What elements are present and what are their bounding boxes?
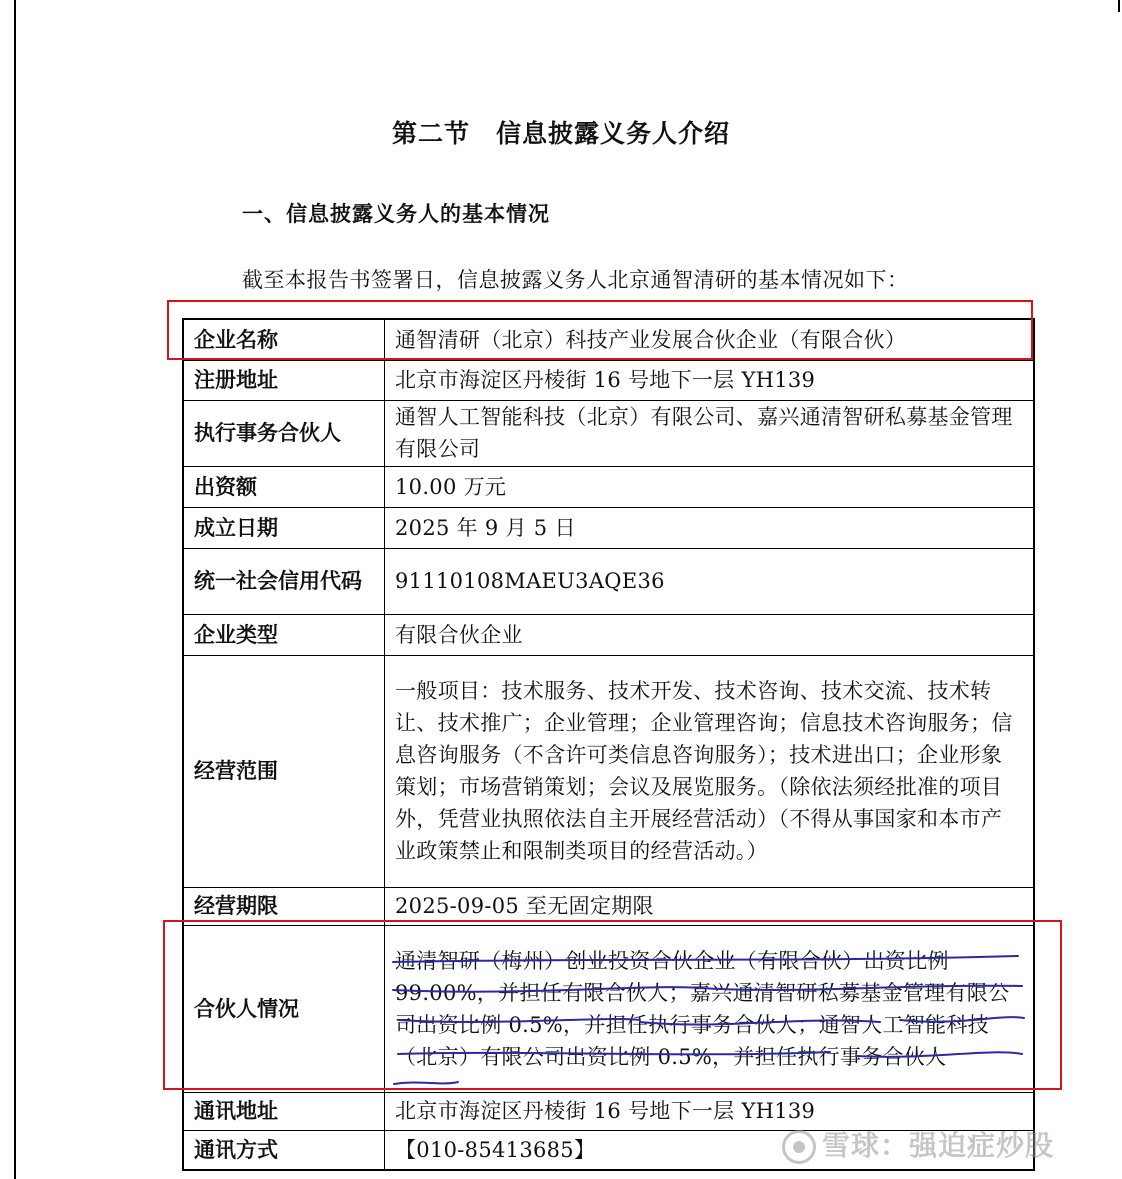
row-label: 统一社会信用代码 [183, 548, 385, 614]
row-label: 通讯地址 [183, 1092, 385, 1130]
row-label: 经营范围 [183, 655, 385, 887]
row-value: 北京市海淀区丹棱街 16 号地下一层 YH139 [385, 360, 1035, 400]
highlight-box-partners [163, 920, 1062, 1090]
sub-title: 一、信息披露义务人的基本情况 [242, 202, 550, 226]
table-row [183, 360, 1034, 400]
table-row [183, 466, 1034, 507]
row-value: 通智人工智能科技（北京）有限公司、嘉兴通清智研私募基金管理有限公司 [385, 400, 1035, 466]
table-row [183, 655, 1034, 887]
row-label: 企业名称 [183, 319, 385, 360]
row-label: 企业类型 [183, 614, 385, 655]
watermark [782, 1124, 1054, 1164]
intro-paragraph: 截至本报告书签署日，信息披露义务人北京通智清研的基本情况如下： [242, 268, 909, 292]
row-label: 执行事务合伙人 [183, 400, 385, 466]
section-title: 第二节 信息披露义务人介绍 [391, 119, 730, 148]
table-row [183, 614, 1034, 655]
row-label: 出资额 [183, 466, 385, 507]
row-value: 2025 年 9 月 5 日 [385, 507, 1035, 548]
table-row [183, 400, 1034, 466]
row-value: 通清智研（梅州）创业投资合伙企业（有限合伙）出资比例 99.00%，并担任有限合伙人；嘉兴通清智研私募基金管理有限公司出资比例 0.5%，并担任执行事务合伙人；通智人工智能科技（北京）有限公司出资比例 0.5%，并担任执行事务合伙人 [385, 925, 1035, 1092]
highlight-box-company-name [167, 300, 1033, 360]
row-label: 合伙人情况 [183, 925, 385, 1092]
row-value: 91110108MAEU3AQE36 [385, 548, 1035, 614]
page-left-border [14, 0, 16, 1179]
row-value: 一般项目：技术服务、技术开发、技术咨询、技术交流、技术转让、技术推广；企业管理；企业管理咨询；信息技术咨询服务；信息咨询服务（不含许可类信息咨询服务）；技术进出口；企业形象策划；市场营销策划；会议及展览服务。（除依法须经批准的项目外，凭营业执照依法自主开展经营活动）（不得从事国家和本市产业政策禁止和限制类项目的经营活动。） [385, 655, 1035, 887]
row-value: 【010-85413685】 [385, 1130, 1035, 1170]
page-right-border [1118, 0, 1120, 12]
row-value: 北京市海淀区丹棱街 16 号地下一层 YH139 [385, 1092, 1035, 1130]
row-value: 2025-09-05 至无固定期限 [385, 887, 1035, 925]
row-value: 有限合伙企业 [385, 614, 1035, 655]
row-label: 经营期限 [183, 887, 385, 925]
row-value: 通智清研（北京）科技产业发展合伙企业（有限合伙） [385, 319, 1035, 360]
table-row [183, 507, 1034, 548]
row-label: 通讯方式 [183, 1130, 385, 1170]
row-label: 成立日期 [183, 507, 385, 548]
row-value: 10.00 万元 [385, 466, 1035, 507]
snowball-logo-icon [782, 1130, 816, 1164]
table-row [183, 548, 1034, 614]
watermark-text: 雪球：强迫症炒股 [822, 1129, 1055, 1162]
row-label: 注册地址 [183, 360, 385, 400]
